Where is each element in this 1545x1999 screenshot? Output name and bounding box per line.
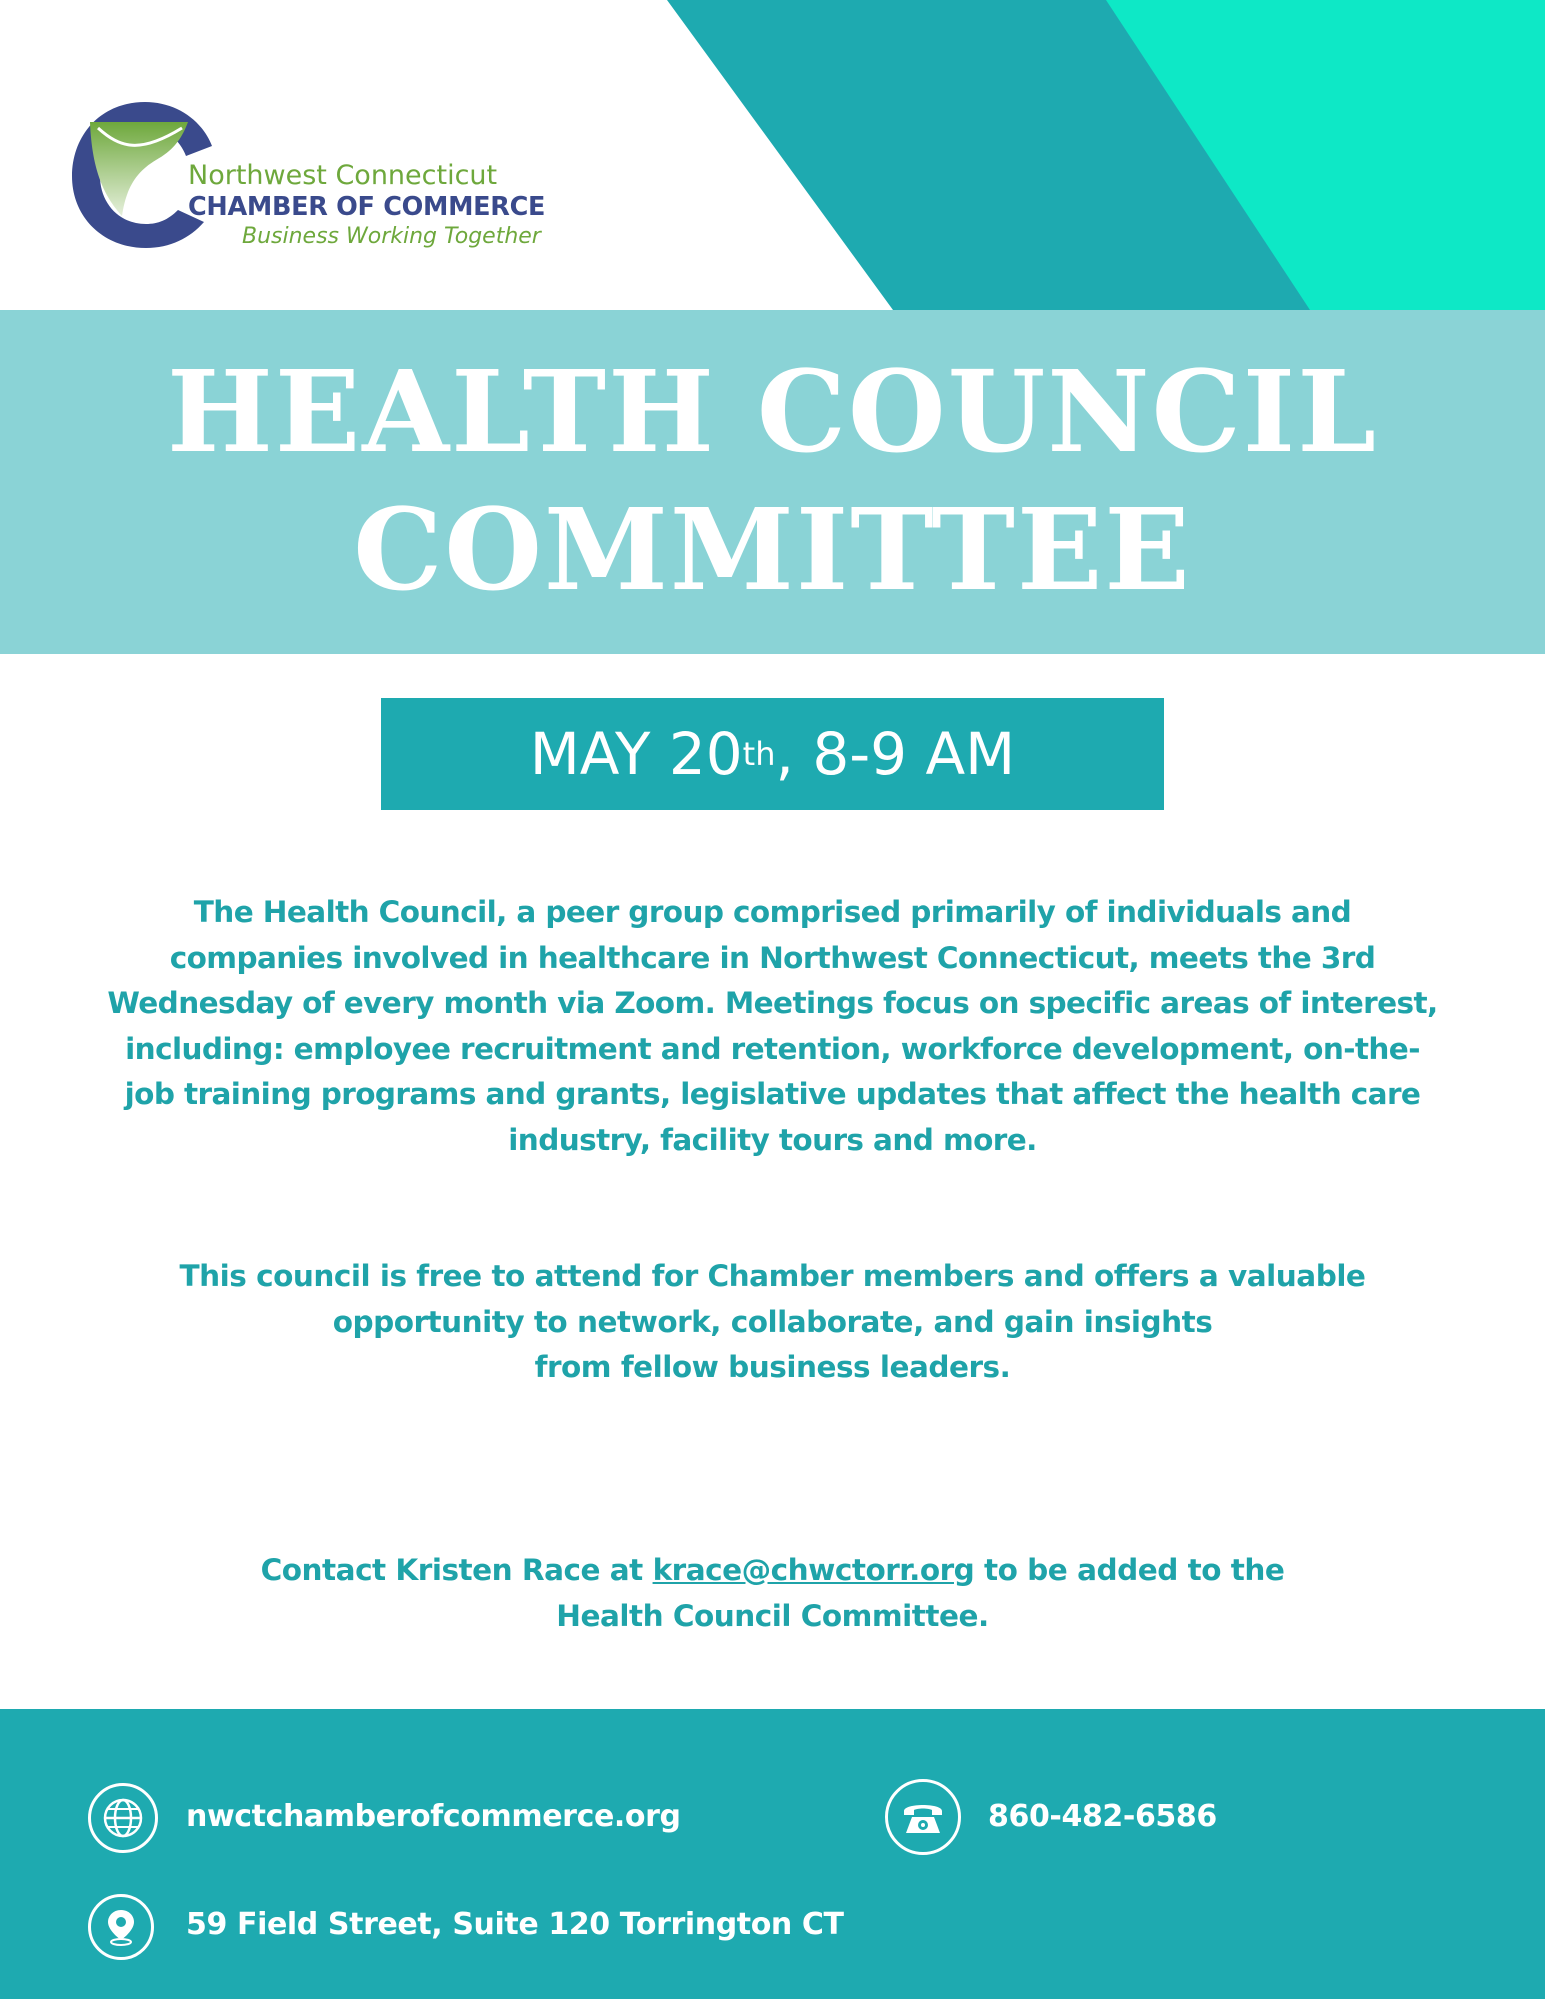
page-title	[0, 310, 1545, 654]
contact-line-2: Health Council Committee.	[556, 1598, 989, 1633]
membership-line: This council is free to attend for Chamber members and offers a valuable	[179, 1259, 1366, 1293]
contact-email-link[interactable]: krace@chwctorr.org	[652, 1553, 975, 1587]
location-pin-icon	[88, 1894, 154, 1960]
globe-icon	[88, 1783, 158, 1853]
description-line: Wednesday of every month via Zoom. Meetings focus on specific areas of interest,	[107, 986, 1438, 1020]
description-line: including: employee recruitment and retention, workforce development, on-the-	[125, 1031, 1420, 1066]
phone-number[interactable]: 860-482-6586	[988, 1799, 1217, 1834]
logo-text-northwest: Northwest Connecticut	[188, 160, 498, 191]
description-line: The Health Council, a peer group comprised primarily of individuals and	[193, 895, 1352, 929]
contact-line-1	[70, 1548, 1475, 1594]
description-line: job training programs and grants, legislative updates that affect the health care	[124, 1077, 1421, 1111]
contact-text-before: Contact Kristen Race at	[260, 1553, 653, 1587]
title-band	[0, 310, 1545, 654]
title-line-1: HEALTH COUNCIL	[167, 347, 1378, 478]
date-time: , 8-9 AM	[775, 720, 1016, 788]
chamber-logo	[70, 98, 550, 258]
date-day: MAY 20	[529, 720, 743, 788]
website-link[interactable]: nwctchamberofcommerce.org	[186, 1799, 681, 1834]
contact-paragraph	[70, 1548, 1475, 1639]
address-text: 59 Field Street, Suite 120 Torrington CT	[186, 1907, 844, 1942]
description-line: companies involved in healthcare in Northwest Connecticut, meets the 3rd	[169, 940, 1376, 975]
title-line-2: COMMITTEE	[353, 485, 1192, 616]
footer	[0, 1709, 1545, 1999]
logo-text-tagline: Business Working Together	[242, 224, 541, 249]
description-line: industry, facility tours and more.	[508, 1122, 1037, 1157]
contact-text-after: to be added to the	[974, 1553, 1285, 1587]
logo-text-chamber: CHAMBER OF COMMERCE	[188, 192, 546, 222]
description-paragraph	[70, 890, 1475, 1163]
membership-paragraph	[70, 1254, 1475, 1391]
event-date-banner: MAY 20 th , 8-9 AM	[381, 698, 1164, 810]
membership-line: from fellow business leaders.	[534, 1350, 1011, 1384]
membership-line: opportunity to network, collaborate, and gain insights	[332, 1304, 1213, 1339]
phone-icon	[885, 1779, 961, 1855]
